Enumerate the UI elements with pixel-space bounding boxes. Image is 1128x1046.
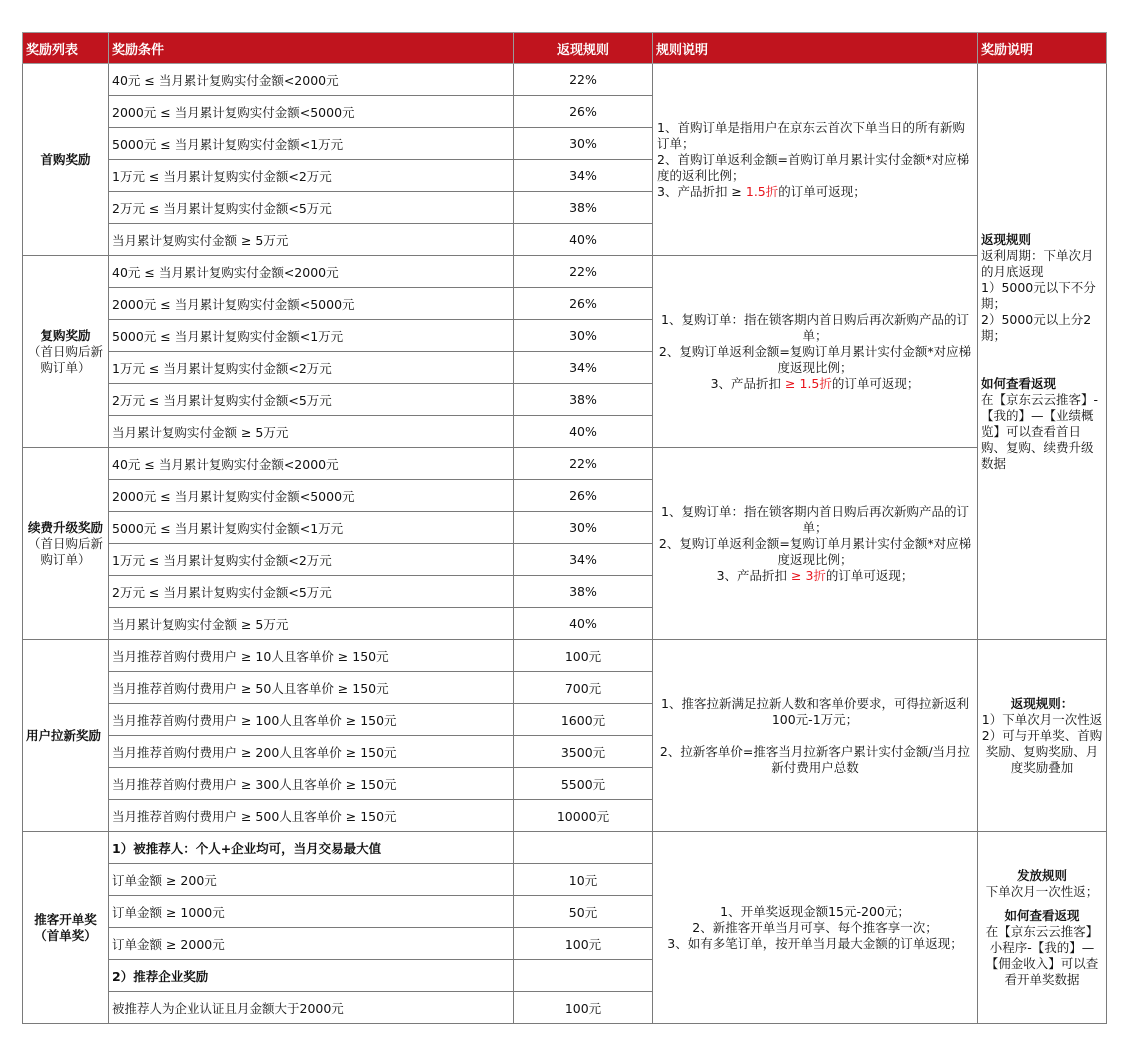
header-rule-explanation: 规则说明 bbox=[653, 33, 978, 64]
discount-highlight: 1.5折 bbox=[745, 183, 779, 199]
empty-cell bbox=[514, 832, 653, 864]
newuser-condition: 当月推荐首购付费用户 ≥ 300人且客单价 ≥ 150元 bbox=[109, 768, 514, 800]
repurchase-category bbox=[23, 256, 109, 448]
first-purchase-title: 首购奖励 bbox=[40, 151, 91, 167]
note-body: 返利周期：下单次月的月底返现 1）5000元以下不分期； 2）5000元以上分2期； bbox=[981, 247, 1096, 343]
tier-rate: 38% bbox=[514, 576, 653, 608]
opening-section-2: 2）推荐企业奖励 bbox=[109, 960, 514, 992]
newuser-value: 1600元 bbox=[514, 704, 653, 736]
repurchase-description bbox=[653, 256, 978, 448]
tier-rate: 22% bbox=[514, 64, 653, 96]
tier-rate: 34% bbox=[514, 352, 653, 384]
desc-line: 3、产品折扣 ≥ 1.5折的订单可返现； bbox=[657, 183, 866, 199]
note-body: 在【京东云云推客】-【我的】—【业绩概览】可以查看首日购、复购、续费升级数据 bbox=[981, 391, 1099, 471]
tier-rate: 34% bbox=[514, 544, 653, 576]
tier-rate: 26% bbox=[514, 288, 653, 320]
note-heading: 返现规则： bbox=[1010, 695, 1074, 711]
note-heading: 返现规则 bbox=[981, 231, 1032, 247]
note-body: 1）下单次月一次性返 2）可与开单奖、首购奖励、复购奖励、月度奖励叠加 bbox=[981, 711, 1103, 775]
table-row bbox=[23, 640, 1107, 672]
tier-rate: 22% bbox=[514, 256, 653, 288]
renewal-description bbox=[653, 448, 978, 640]
desc-line: 1、开单奖返现金额15元-200元； bbox=[720, 903, 910, 919]
opening-condition: 订单金额 ≥ 1000元 bbox=[109, 896, 514, 928]
opening-description bbox=[653, 832, 978, 1024]
table-row bbox=[23, 448, 1107, 480]
header-cashback-rule: 返现规则 bbox=[514, 33, 653, 64]
note-body: 下单次月一次性返； bbox=[985, 883, 1099, 899]
desc-line: 1、首购订单是指用户在京东云首次下单当日的所有新购订单； bbox=[657, 119, 965, 151]
reward-note-2 bbox=[978, 640, 1107, 832]
tier-condition: 1万元 ≤ 当月累计复购实付金额<2万元 bbox=[109, 160, 514, 192]
new-user-description bbox=[653, 640, 978, 832]
tier-condition: 2万元 ≤ 当月累计复购实付金额<5万元 bbox=[109, 384, 514, 416]
tier-condition: 当月累计复购实付金额 ≥ 5万元 bbox=[109, 224, 514, 256]
renewal-category bbox=[23, 448, 109, 640]
newuser-value: 3500元 bbox=[514, 736, 653, 768]
newuser-value: 100元 bbox=[514, 640, 653, 672]
enterprise-value: 100元 bbox=[514, 992, 653, 1024]
tier-condition: 1万元 ≤ 当月累计复购实付金额<2万元 bbox=[109, 544, 514, 576]
opening-category bbox=[23, 832, 109, 1024]
tier-rate: 30% bbox=[514, 128, 653, 160]
note-heading: 如何查看返现 bbox=[981, 375, 1057, 391]
tier-condition: 40元 ≤ 当月累计复购实付金额<2000元 bbox=[109, 448, 514, 480]
newuser-condition: 当月推荐首购付费用户 ≥ 100人且客单价 ≥ 150元 bbox=[109, 704, 514, 736]
desc-line: 3、产品折扣 ≥ 3折的订单可返现； bbox=[716, 567, 914, 583]
desc-line: 3、如有多笔订单，按开单当月最大金额的订单返现； bbox=[667, 935, 963, 951]
discount-highlight: ≥ 1.5折 bbox=[785, 375, 832, 391]
tier-rate: 38% bbox=[514, 192, 653, 224]
empty-cell bbox=[514, 960, 653, 992]
newuser-condition: 当月推荐首购付费用户 ≥ 500人且客单价 ≥ 150元 bbox=[109, 800, 514, 832]
tier-rate: 40% bbox=[514, 416, 653, 448]
tier-condition: 40元 ≤ 当月累计复购实付金额<2000元 bbox=[109, 64, 514, 96]
tier-rate: 22% bbox=[514, 448, 653, 480]
tier-rate: 40% bbox=[514, 224, 653, 256]
note-heading: 发放规则 bbox=[1016, 867, 1067, 883]
new-user-title: 用户拉新奖励 bbox=[25, 727, 101, 743]
table-row bbox=[23, 832, 1107, 864]
repurchase-subtitle: （首日购后新购订单） bbox=[27, 343, 103, 375]
tier-condition: 2000元 ≤ 当月累计复购实付金额<5000元 bbox=[109, 96, 514, 128]
note-heading: 如何查看返现 bbox=[1004, 907, 1080, 923]
newuser-value: 700元 bbox=[514, 672, 653, 704]
enterprise-condition: 被推荐人为企业认证且月金额大于2000元 bbox=[109, 992, 514, 1024]
newuser-value: 10000元 bbox=[514, 800, 653, 832]
reward-note-1 bbox=[978, 64, 1107, 640]
repurchase-title: 复购奖励 bbox=[40, 327, 91, 343]
newuser-condition: 当月推荐首购付费用户 ≥ 10人且客单价 ≥ 150元 bbox=[109, 640, 514, 672]
tier-condition: 当月累计复购实付金额 ≥ 5万元 bbox=[109, 608, 514, 640]
tier-condition: 5000元 ≤ 当月累计复购实付金额<1万元 bbox=[109, 512, 514, 544]
opening-value: 10元 bbox=[514, 864, 653, 896]
table-row bbox=[23, 64, 1107, 96]
tier-rate: 40% bbox=[514, 608, 653, 640]
tier-rate: 26% bbox=[514, 96, 653, 128]
tier-condition: 5000元 ≤ 当月累计复购实付金额<1万元 bbox=[109, 320, 514, 352]
discount-highlight: ≥ 3折 bbox=[791, 567, 826, 583]
header-reward-explanation: 奖励说明 bbox=[978, 33, 1107, 64]
opening-condition: 订单金额 ≥ 200元 bbox=[109, 864, 514, 896]
tier-rate: 30% bbox=[514, 320, 653, 352]
tier-condition: 40元 ≤ 当月累计复购实付金额<2000元 bbox=[109, 256, 514, 288]
new-user-category bbox=[23, 640, 109, 832]
tier-rate: 26% bbox=[514, 480, 653, 512]
opening-condition: 订单金额 ≥ 2000元 bbox=[109, 928, 514, 960]
opening-value: 50元 bbox=[514, 896, 653, 928]
reward-table bbox=[22, 32, 1107, 1024]
tier-rate: 34% bbox=[514, 160, 653, 192]
renewal-title: 续费升级奖励 bbox=[27, 519, 103, 535]
tier-condition: 2000元 ≤ 当月累计复购实付金额<5000元 bbox=[109, 480, 514, 512]
header-row bbox=[23, 33, 1107, 64]
renewal-subtitle: （首日购后新购订单） bbox=[27, 535, 103, 567]
newuser-condition: 当月推荐首购付费用户 ≥ 200人且客单价 ≥ 150元 bbox=[109, 736, 514, 768]
tier-condition: 5000元 ≤ 当月累计复购实付金额<1万元 bbox=[109, 128, 514, 160]
desc-line: 1、推客拉新满足拉新人数和客单价要求，可得拉新返利100元-1万元； bbox=[661, 695, 969, 727]
tier-condition: 2万元 ≤ 当月累计复购实付金额<5万元 bbox=[109, 576, 514, 608]
desc-line: 2、首购订单返利金额=首购订单月累计实付金额*对应梯度的返利比例； bbox=[657, 151, 970, 183]
tier-condition: 当月累计复购实付金额 ≥ 5万元 bbox=[109, 416, 514, 448]
note-body: 在【京东云云推客】小程序-【我的】—【佣金收入】可以查看开单奖数据 bbox=[985, 923, 1099, 987]
opening-value: 100元 bbox=[514, 928, 653, 960]
desc-line: 1、复购订单：指在锁客期内首日购后再次新购产品的订单； bbox=[661, 503, 969, 535]
tier-rate: 30% bbox=[514, 512, 653, 544]
desc-line: 2、复购订单返利金额=复购订单月累计实付金额*对应梯度返现比例； bbox=[658, 535, 972, 567]
newuser-value: 5500元 bbox=[514, 768, 653, 800]
reward-note-3 bbox=[978, 832, 1107, 1024]
desc-line: 2、新推客开单当月可享、每个推客享一次； bbox=[692, 919, 938, 935]
tier-condition: 1万元 ≤ 当月累计复购实付金额<2万元 bbox=[109, 352, 514, 384]
first-purchase-category bbox=[23, 64, 109, 256]
tier-condition: 2000元 ≤ 当月累计复购实付金额<5000元 bbox=[109, 288, 514, 320]
table-row bbox=[23, 256, 1107, 288]
opening-title: 推客开单奖（首单奖） bbox=[34, 911, 97, 943]
opening-section-1: 1）被推荐人：个人+企业均可，当月交易最大值 bbox=[109, 832, 514, 864]
newuser-condition: 当月推荐首购付费用户 ≥ 50人且客单价 ≥ 150元 bbox=[109, 672, 514, 704]
desc-line: 2、复购订单返利金额=复购订单月累计实付金额*对应梯度返现比例； bbox=[658, 343, 972, 375]
desc-line: 3、产品折扣 ≥ 1.5折的订单可返现； bbox=[710, 375, 920, 391]
tier-rate: 38% bbox=[514, 384, 653, 416]
desc-line: 1、复购订单：指在锁客期内首日购后再次新购产品的订单； bbox=[661, 311, 969, 343]
desc-line: 2、拉新客单价=推客当月拉新客户累计实付金额/当月拉新付费用户总数 bbox=[659, 743, 971, 775]
header-conditions: 奖励条件 bbox=[109, 33, 514, 64]
header-reward-list: 奖励列表 bbox=[23, 33, 109, 64]
first-purchase-description bbox=[653, 64, 978, 256]
tier-condition: 2万元 ≤ 当月累计复购实付金额<5万元 bbox=[109, 192, 514, 224]
